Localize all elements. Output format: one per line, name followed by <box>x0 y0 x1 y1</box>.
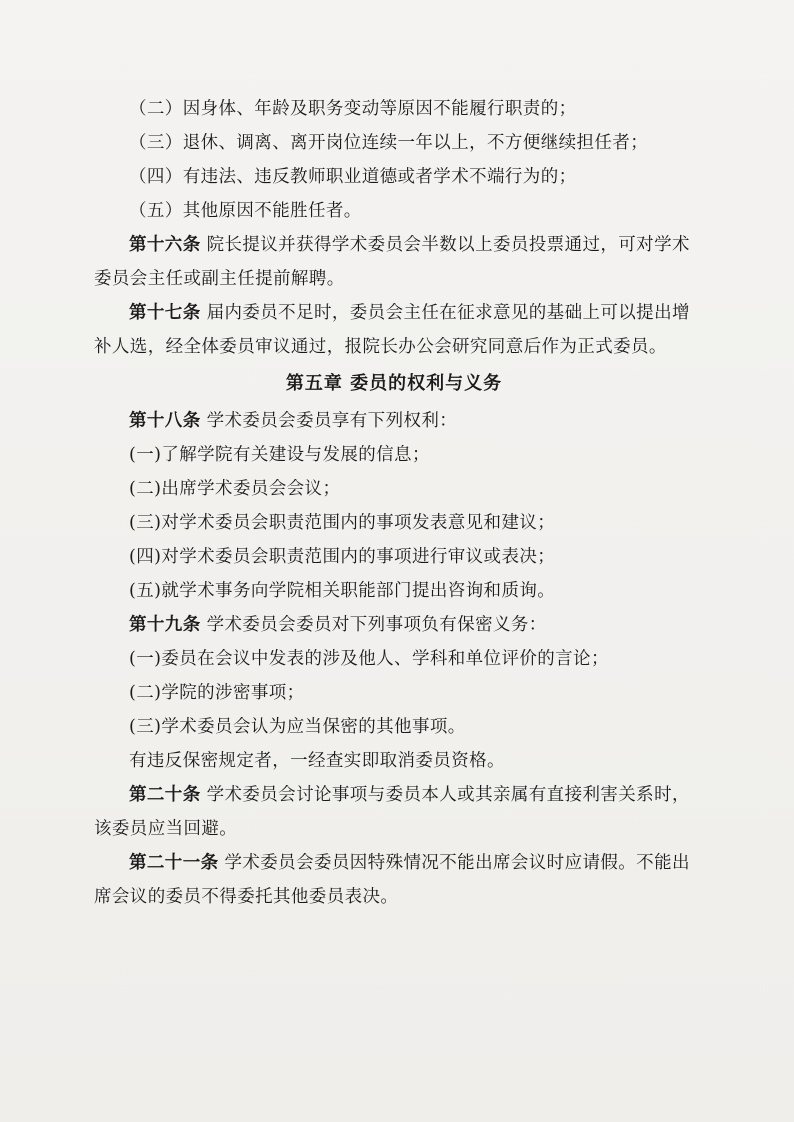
list-item: (三)对学术委员会职责范围内的事项发表意见和建议； <box>129 513 556 533</box>
article-label: 第十六条 <box>129 235 201 255</box>
list-item: (二)学院的涉密事项； <box>129 683 305 703</box>
article-note: 有违反保密规定者，一经查实即取消委员资格。 <box>129 751 505 771</box>
article-text: 学术委员会委员对下列事项负有保密义务： <box>206 615 547 635</box>
article-text: 届内委员不足时，委员会主任在征求意见的基础上可以提出增补人选，经全体委员审议通过，报院长办公会研究同意后作为正式委员。 <box>94 303 690 357</box>
chapter-heading: 第五章 委员的权利与义务 <box>285 373 503 394</box>
list-item: （四）有违法、违反教师职业道德或者学术不端行为的； <box>129 167 577 187</box>
list-item: (三)学术委员会认为应当保密的其他事项。 <box>129 717 466 737</box>
article-text: 学术委员会委员享有下列权利： <box>206 411 458 431</box>
list-item: (一)委员在会议中发表的涉及他人、学科和单位评价的言论； <box>129 649 609 669</box>
article-18 <box>94 404 694 438</box>
article-20 <box>94 778 694 846</box>
list-item: (一)了解学院有关建设与发展的信息； <box>129 445 430 465</box>
document-body <box>94 92 694 914</box>
article-label: 第十七条 <box>129 303 201 323</box>
article-text: 学术委员会讨论事项与委员本人或其亲属有直接利害关系时，该委员应当回避。 <box>94 785 690 839</box>
article-label: 第十九条 <box>129 615 201 635</box>
list-item: （五）其他原因不能胜任者。 <box>129 201 362 221</box>
list-item: (五)就学术事务向学院相关职能部门提出咨询和质询。 <box>129 581 556 601</box>
article-19 <box>94 608 694 642</box>
article-label: 第十八条 <box>129 411 201 431</box>
list-item: (二)出席学术委员会会议； <box>129 479 341 499</box>
list-item: (四)对学术委员会职责范围内的事项进行审议或表决； <box>129 547 556 567</box>
article-16 <box>94 228 694 296</box>
article-text: 院长提议并获得学术委员会半数以上委员投票通过，可对学术委员会主任或副主任提前解聘。 <box>94 235 690 289</box>
list-item: （三）退休、调离、离开岗位连续一年以上，不方便继续担任者； <box>129 133 649 153</box>
article-text: 学术委员会委员因特殊情况不能出席会议时应请假。不能出席会议的委员不得委托其他委员表决。 <box>94 853 690 907</box>
article-21 <box>94 846 694 914</box>
list-item: （二）因身体、年龄及职务变动等原因不能履行职责的； <box>129 99 577 119</box>
article-17 <box>94 296 694 364</box>
article-label: 第二十条 <box>129 785 201 805</box>
article-label: 第二十一条 <box>129 853 219 873</box>
